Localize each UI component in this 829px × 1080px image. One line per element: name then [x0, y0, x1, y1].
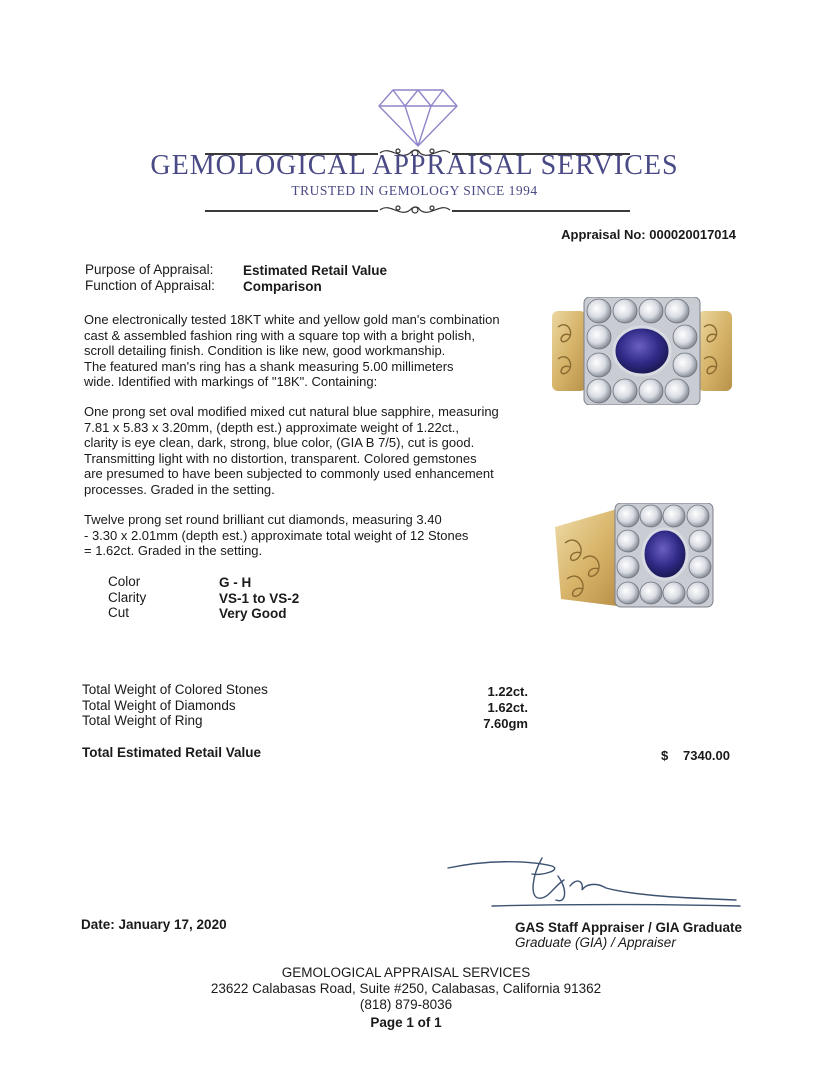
header-rule-bottom [452, 210, 630, 212]
total-colored-stones-value: 1.22ct. [487, 684, 528, 699]
sapphire-line: are presumed to have been subjected to commonly used enhancement [84, 466, 494, 482]
retail-value-label: Total Estimated Retail Value [82, 745, 262, 760]
purpose-value: Estimated Retail Value [243, 263, 388, 278]
footer-phone: (818) 879-8036 [359, 997, 453, 1012]
ring-description [84, 312, 534, 390]
description-line: scroll detailing finish. Condition is like new, good workmanship. [84, 343, 446, 359]
function-value: Comparison [243, 279, 322, 294]
sapphire-line: processes. Graded in the setting. [84, 481, 275, 497]
total-colored-stones-label: Total Weight of Colored Stones [82, 682, 268, 697]
ring-photo-top [552, 297, 732, 405]
brand-name: GEMOLOGICAL APPRAISAL SERVICES [150, 150, 679, 181]
grade-clarity-label: Clarity [108, 590, 147, 605]
sapphire-description [84, 404, 534, 498]
description-line: wide. Identified with markings of "18K". Containing: [84, 374, 378, 390]
description-line: cast & assembled fashion ring with a square top with a bright polish, [84, 327, 475, 343]
function-label: Function of Appraisal: [85, 278, 215, 293]
appraiser-signature [446, 856, 742, 912]
appraisal-date: Date: January 17, 2020 [81, 917, 227, 932]
ring-photo-angle [555, 503, 715, 613]
footer-address: 23622 Calabasas Road, Suite #250, Calabasas, California 91362 [210, 981, 602, 996]
signer-title: GAS Staff Appraiser / GIA Graduate [515, 920, 743, 935]
brand-tagline: TRUSTED IN GEMOLOGY SINCE 1994 [291, 183, 538, 198]
sapphire-line: One prong set oval modified mixed cut natural blue sapphire, measuring [84, 404, 499, 419]
sapphire-line: Transmitting light with no distortion, transparent. Colored gemstones [84, 450, 477, 466]
diamond-line: - 3.30 x 2.01mm (depth est.) approximate total weight of 12 Stones [84, 527, 469, 543]
description-line: The featured man's ring has a shank measuring 5.00 millimeters [84, 358, 454, 374]
header-rule-bottom [205, 210, 378, 212]
footer-page-number: Page 1 of 1 [370, 1015, 442, 1030]
diamond-line: = 1.62ct. Graded in the setting. [84, 543, 263, 559]
grade-cut-value: Very Good [219, 606, 287, 621]
description-line: One electronically tested 18KT white and yellow gold man's combination [84, 312, 500, 327]
signer-subtitle: Graduate (GIA) / Appraiser [515, 935, 676, 950]
appraisal-number: Appraisal No: 000020017014 [561, 227, 736, 242]
grade-cut-label: Cut [108, 605, 130, 620]
diamond-line: Twelve prong set round brilliant cut diamonds, measuring 3.40 [84, 512, 442, 527]
retail-value: 7340.00 [683, 748, 730, 763]
purpose-label: Purpose of Appraisal: [85, 262, 214, 277]
total-diamonds-value: 1.62ct. [487, 700, 528, 715]
diamond-description [84, 512, 534, 559]
footer-company: GEMOLOGICAL APPRAISAL SERVICES [281, 965, 531, 980]
retail-currency: $ [661, 748, 669, 763]
grade-color-value: G - H [219, 575, 252, 590]
diamond-logo-icon [377, 86, 459, 148]
total-ring-weight-value: 7.60gm [483, 716, 528, 731]
scroll-ornament-icon [378, 200, 452, 220]
total-ring-weight-label: Total Weight of Ring [82, 713, 203, 728]
sapphire-line: clarity is eye clean, dark, strong, blue color, (GIA B 7/5), cut is good. [84, 435, 475, 451]
sapphire-line: 7.81 x 5.83 x 3.20mm, (depth est.) approximate weight of 1.22ct., [84, 419, 460, 435]
total-diamonds-label: Total Weight of Diamonds [82, 698, 236, 713]
grade-color-label: Color [108, 574, 141, 589]
grade-clarity-value: VS-1 to VS-2 [219, 591, 300, 606]
